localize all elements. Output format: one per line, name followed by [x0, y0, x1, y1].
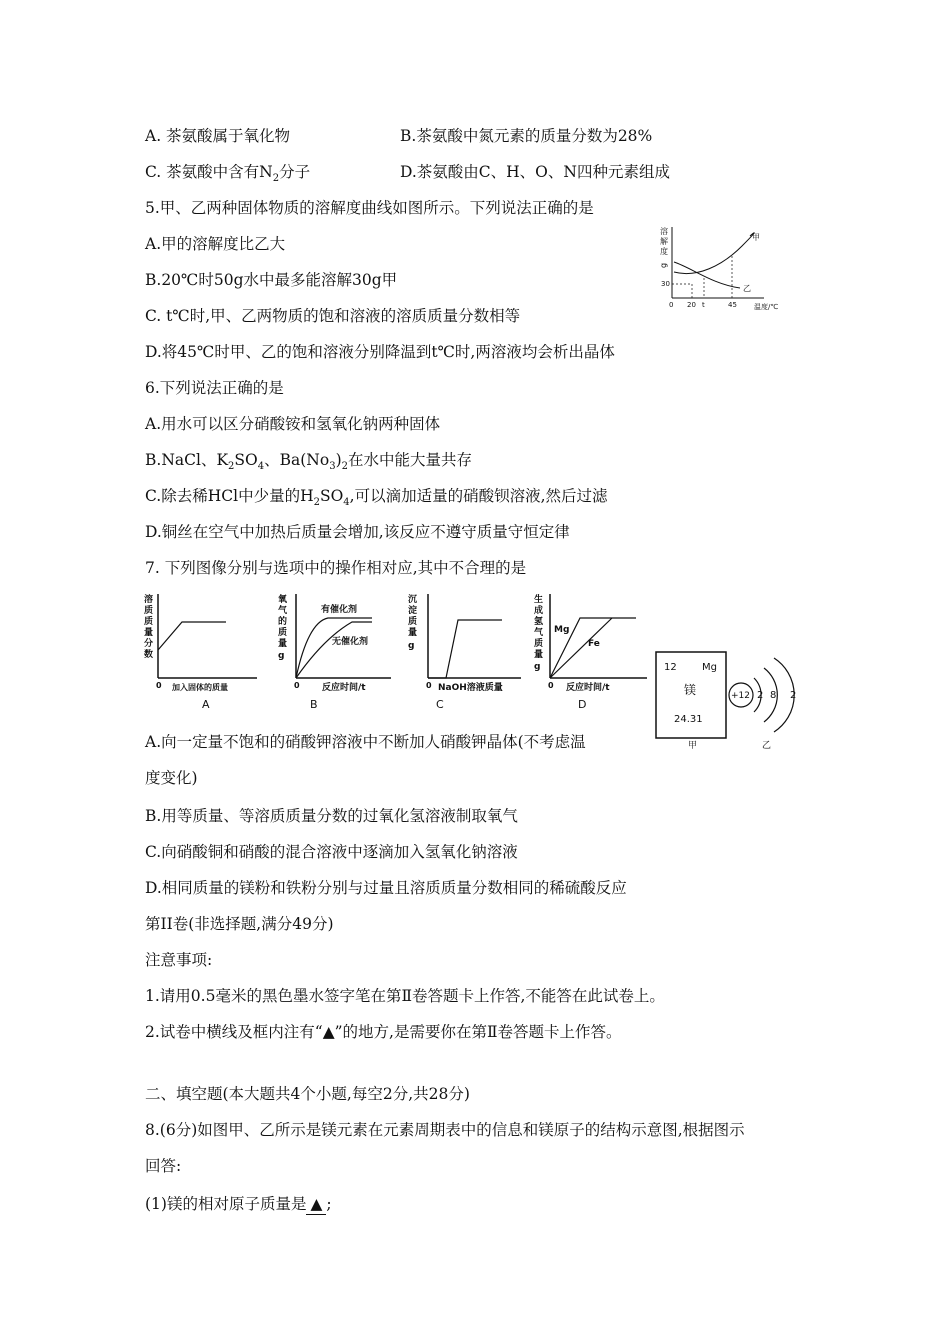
- q6-stem: 6.下列说法正确的是: [145, 379, 284, 397]
- q6-option-b: B.NaCl、$K_2SO_4$、$Ba(No_3)_2$在水中能大量共存: [145, 451, 473, 473]
- q5-option-a: A.甲的溶解度比乙大: [145, 235, 286, 253]
- element-name: 镁: [684, 683, 697, 697]
- svg-text:质: 质: [408, 617, 418, 627]
- atomic-mass: 24.31: [674, 714, 703, 725]
- svg-text:0: 0: [156, 681, 162, 690]
- svg-text:质: 质: [278, 628, 288, 638]
- svg-text:溶: 溶: [144, 595, 154, 605]
- svg-text:成: 成: [534, 606, 544, 616]
- x-axis-label: 温度/℃: [754, 303, 779, 311]
- q4-option-b: B.茶氨酸中氮元素的质量分数为28%: [400, 127, 653, 145]
- svg-text:淀: 淀: [408, 606, 418, 616]
- atomic-number: 12: [664, 662, 677, 673]
- svg-text:质: 质: [144, 606, 154, 616]
- q7-option-a-line1: A.向一定量不饱和的硝酸钾溶液中不断加人硝酸钾晶体(不考虑温: [145, 733, 586, 751]
- q4-option-d: D.茶氨酸由C、H、O、N四种元素组成: [400, 163, 670, 181]
- q7-graph-b: [276, 592, 402, 712]
- answer-blank: ▲: [306, 1194, 326, 1215]
- graph-b-line1: 有催化剂: [321, 605, 358, 615]
- svg-text:NaOH溶液质量: NaOH溶液质量: [438, 683, 503, 693]
- q8-sub-1: (1)镁的相对原子质量是 ▲ ;: [145, 1195, 332, 1213]
- q7-option-b: B.用等质量、等溶质质量分数的过氧化氢溶液制取氧气: [145, 807, 518, 825]
- x-tick-0: 0: [669, 301, 674, 309]
- svg-text:溶: 溶: [660, 227, 668, 236]
- svg-text:量: 量: [534, 650, 544, 660]
- q6-option-d: D.铜丝在空气中加热后质量会增加,该反应不遵守质量守恒定律: [145, 523, 570, 541]
- svg-text:氧: 氧: [278, 595, 288, 605]
- shell-3-electrons: 2: [790, 690, 797, 701]
- graph-d-label: D: [578, 698, 587, 711]
- shell-1-electrons: 2: [757, 690, 764, 701]
- svg-text:气: 气: [534, 628, 544, 638]
- q7-graph-a: [142, 592, 268, 712]
- graph-d-line2: Fe: [588, 639, 600, 649]
- section-2-heading: 二、填空题(本大题共4个小题,每空2分,共28分): [145, 1085, 470, 1103]
- label-yi: 乙: [762, 741, 772, 750]
- y-tick-30: 30: [661, 280, 670, 288]
- svg-text:0: 0: [548, 681, 554, 690]
- svg-text:解: 解: [660, 237, 668, 246]
- q7-option-c: C.向硝酸铜和硝酸的混合溶液中逐滴加入氢氧化钠溶液: [145, 843, 518, 861]
- notice-item-1: 1.请用0.5毫米的黑色墨水签字笔在第Ⅱ卷答题卡上作答,不能答在此试卷上。: [145, 987, 665, 1005]
- x-tick-t: t: [702, 301, 705, 309]
- x-tick-20: 20: [687, 301, 696, 309]
- svg-text:度: 度: [660, 247, 668, 256]
- svg-text:气: 气: [278, 606, 288, 616]
- element-symbol: Mg: [702, 662, 717, 673]
- svg-text:g: g: [534, 662, 541, 672]
- q7-stem: 7. 下列图像分别与选项中的操作相对应,其中不合理的是: [145, 559, 527, 577]
- q8-stem-line1: 8.(6分)如图甲、乙所示是镁元素在元素周期表中的信息和镁原子的结构示意图,根据图示: [145, 1121, 745, 1139]
- q6-option-a: A.用水可以区分硝酸铵和氢氧化钠两种固体: [145, 415, 441, 433]
- svg-text:质: 质: [534, 639, 544, 649]
- graph-a-label: A: [202, 698, 210, 711]
- q4-option-a: A. 茶氨酸属于氧化物: [145, 127, 291, 145]
- curve-label-jia: 甲: [752, 233, 760, 242]
- q4-option-c: C. 茶氨酸中含有$N_2$分子: [145, 163, 311, 185]
- q6-option-c: C.除去稀HCl中少量的$H_2SO_4$,可以滴加适量的硝酸钡溶液,然后过滤: [145, 487, 608, 509]
- svg-text:g: g: [278, 651, 285, 661]
- q7-graph-d: [532, 592, 658, 712]
- svg-text:分: 分: [144, 639, 154, 649]
- label-jia: 甲: [688, 741, 698, 750]
- svg-text:量: 量: [408, 628, 418, 638]
- svg-text:质: 质: [144, 617, 154, 627]
- part2-title: 第II卷(非选择题,满分49分): [145, 915, 334, 933]
- curve-label-yi: 乙: [743, 284, 751, 293]
- svg-text:0: 0: [426, 681, 432, 690]
- svg-text:0: 0: [294, 681, 300, 690]
- svg-text:+12: +12: [731, 691, 750, 701]
- magnesium-figure: [650, 622, 810, 750]
- svg-text:数: 数: [144, 650, 154, 660]
- svg-text:沉: 沉: [408, 595, 418, 605]
- q5-option-c: C. t℃时,甲、乙两物质的饱和溶液的溶质质量分数相等: [145, 307, 521, 325]
- x-tick-45: 45: [728, 301, 737, 309]
- q5-stem: 5.甲、乙两种固体物质的溶解度曲线如图所示。下列说法正确的是: [145, 199, 594, 217]
- q5-option-b: B.20℃时50g水中最多能溶解30g甲: [145, 271, 398, 289]
- q7-option-d: D.相同质量的镁粉和铁粉分别与过量且溶质质量分数相同的稀硫酸反应: [145, 879, 627, 897]
- graph-d-line1: Mg: [554, 625, 570, 635]
- svg-text:加入固体的质量: 加入固体的质量: [172, 683, 228, 692]
- graph-c-label: C: [436, 698, 444, 711]
- q7-option-a-line2: 度变化): [145, 769, 198, 787]
- notice-heading: 注意事项:: [145, 951, 213, 969]
- svg-text:反应时间/t: 反应时间/t: [566, 683, 610, 693]
- svg-text:反应时间/t: 反应时间/t: [322, 683, 366, 693]
- graph-b-line2: 无催化剂: [332, 637, 369, 647]
- q8-stem-line2: 回答:: [145, 1157, 182, 1175]
- q7-graph-c: [406, 592, 532, 712]
- svg-text:g: g: [408, 641, 415, 651]
- svg-text:氢: 氢: [534, 617, 544, 627]
- solubility-curve-figure: [652, 222, 802, 314]
- svg-text:的: 的: [278, 617, 288, 627]
- graph-b-label: B: [310, 698, 318, 711]
- svg-text:生: 生: [534, 595, 544, 605]
- notice-item-2: 2.试卷中横线及框内注有“▲”的地方,是需要你在第Ⅱ卷答题卡上作答。: [145, 1023, 622, 1041]
- q5-option-d: D.将45℃时甲、乙的饱和溶液分别降温到t℃时,两溶液均会析出晶体: [145, 343, 615, 361]
- svg-text:g: g: [659, 262, 668, 268]
- svg-text:量: 量: [144, 628, 154, 638]
- svg-text:量: 量: [278, 639, 288, 649]
- shell-2-electrons: 8: [770, 690, 777, 701]
